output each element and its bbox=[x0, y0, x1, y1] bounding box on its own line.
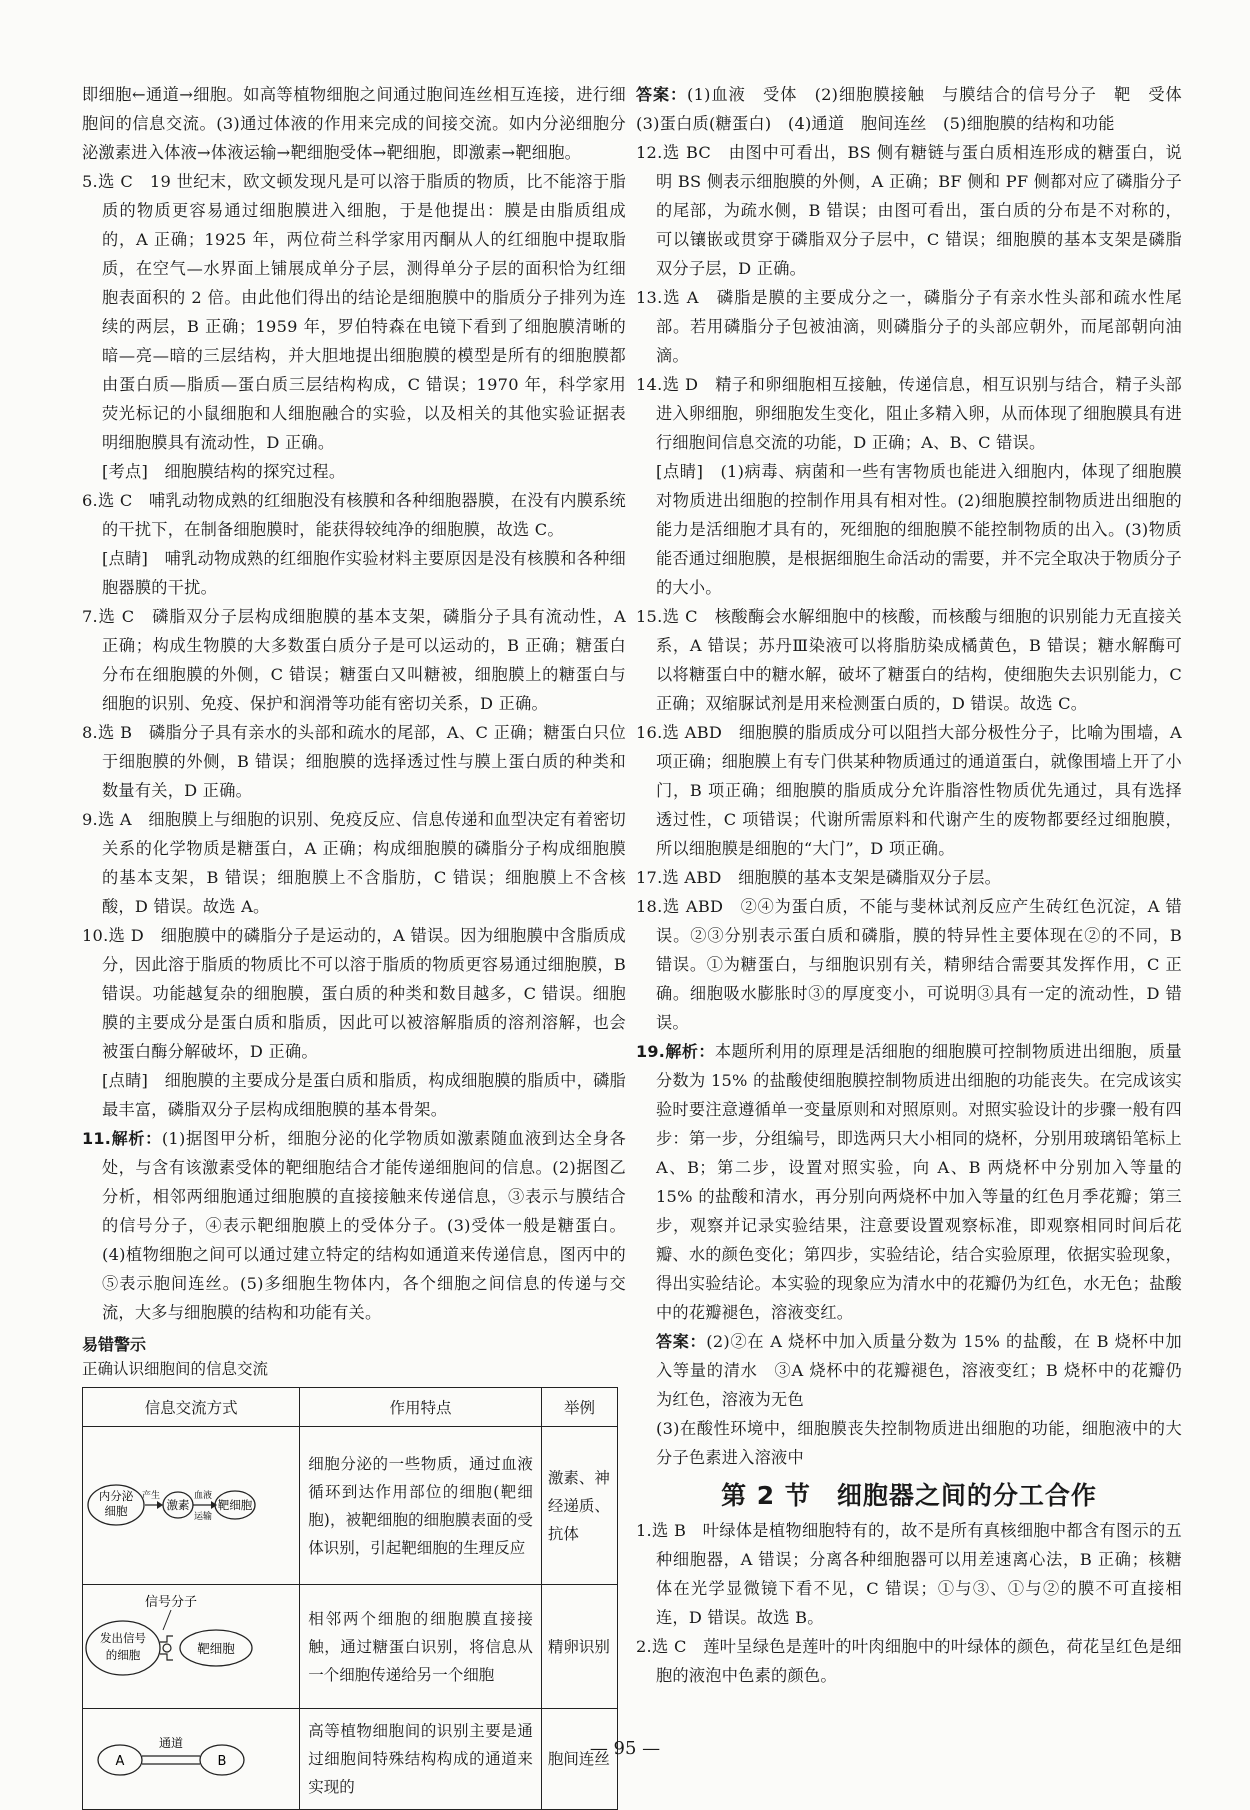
answer-item-text bbox=[82, 805, 626, 921]
table-row bbox=[83, 1585, 618, 1709]
answer-item bbox=[82, 1124, 626, 1327]
answer-item bbox=[82, 805, 626, 921]
answer-item-body: (1)据图甲分析，细胞分泌的化学物质如激素随血液到达全身各处，与含有该激素受体的靶细胞结合才能传递细胞间的信息。(2)据图乙分析，相邻两细胞通过细胞膜的直接接触来传递信息，③表示与膜结合的信号分子，④表示靶细胞膜上的受体分子。(3)受体一般是糖蛋白。(4)植物细胞之间可以通过建立特定的结构如通道来传递信息，图丙中的⑤表示胞间连丝。(5)多细胞生物体内，各个细胞之间信息的传递与交流，大多与细胞膜的结构和功能有关。 bbox=[102, 1129, 626, 1322]
blood-label: 血液 bbox=[193, 1490, 213, 1501]
answer-item-text bbox=[636, 718, 1182, 863]
intro-paragraph: 即细胞←通道→细胞。如高等植物细胞之间通过胞间连丝相互连接，进行细胞间的信息交流。(3)通过体液的作用来完成的间接交流。如内分泌细胞分泌激素进入体液→体液运输→靶细胞受体→靶细胞，即激素→靶细胞。 bbox=[82, 85, 626, 162]
answer-item-text bbox=[636, 138, 1182, 283]
table-header-cell: 信息交流方式 bbox=[83, 1388, 300, 1427]
answer-item bbox=[636, 370, 1182, 602]
answer-item bbox=[636, 1632, 1182, 1690]
target-cell-label: 靶细胞 bbox=[217, 1497, 253, 1512]
sender-label-1: 发出信号 bbox=[100, 1630, 146, 1645]
answer-item-text bbox=[636, 602, 1182, 718]
hormone-diagram-cell bbox=[83, 1427, 300, 1585]
cell-b-label: B bbox=[217, 1754, 227, 1769]
answer-item-body: 9.选 A 细胞膜上与细胞的识别、免疫反应、信息传递和血型决定有着密切关系的化学物质是糖蛋白，A 正确；构成细胞膜的磷脂分子构成细胞膜的基本支架，B 错误；细胞膜上不含脂肪，C 错误；细胞膜上不含核酸，D 错误。故选 A。 bbox=[82, 810, 626, 916]
answer-item-text bbox=[636, 863, 1182, 892]
signal-molecule-label: 信号分子 bbox=[144, 1594, 198, 1610]
answer-item-body: 8.选 B 磷脂分子具有亲水的头部和疏水的尾部，A、C 正确；糖蛋白只位于细胞膜的外侧，B 错误；细胞膜的选择透过性与膜上蛋白质的种类和数量有关，D 正确。 bbox=[82, 723, 626, 800]
cell-contact-diagram bbox=[83, 1586, 258, 1704]
answer-item bbox=[636, 718, 1182, 863]
channel-label: 通道 bbox=[158, 1736, 184, 1750]
answer-item-label: 19.解析： bbox=[636, 1042, 715, 1061]
left-answer-items bbox=[82, 167, 626, 1327]
answer-19-part3: (3)在酸性环境中，细胞膜丧失控制物质进出细胞的功能，细胞液中的大分子色素进入溶液中 bbox=[656, 1419, 1182, 1467]
answer-note: [点睛] (1)病毒、病菌和一些有害物质也能进入细胞内，体现了细胞膜对物质进出细胞的控制作用具有相对性。(2)细胞膜控制物质进出细胞的能力是活细胞才具有的，死细胞的细胞膜不能控制物质的出入。(3)物质能否通过细胞膜，是根据细胞生命活动的需要，并不完全取决于物质分子的大小。 bbox=[656, 462, 1182, 597]
page-number: — 95 — bbox=[589, 1738, 661, 1759]
section-title: 第 2 节 细胞器之间的分工合作 bbox=[721, 1481, 1097, 1510]
answer-11 bbox=[636, 80, 1199, 138]
answer-item-text bbox=[82, 167, 626, 457]
answer-19-part2 bbox=[636, 1327, 1182, 1414]
answer-item bbox=[636, 1037, 1182, 1327]
table-row bbox=[83, 1709, 618, 1810]
answer-item-text bbox=[82, 921, 626, 1066]
answer-item bbox=[636, 1516, 1182, 1632]
answer-item bbox=[636, 283, 1182, 370]
contact-diagram-cell bbox=[83, 1585, 300, 1709]
table-header-cell: 作用特点 bbox=[300, 1388, 542, 1427]
sender-label-2: 的细胞 bbox=[105, 1647, 141, 1662]
answer-item-body: 15.选 C 核酸酶会水解细胞中的核酸，而核酸与细胞的识别能力无直接关系，A 错误；苏丹Ⅲ染液可以将脂肪染成橘黄色，B 错误；糖水解酶可以将糖蛋白中的糖水解，破坏了糖蛋白的结构，使细胞失去识别能力，C 正确；双缩脲试剂是用来检测蛋白质的，D 错误。故选 C。 bbox=[636, 607, 1182, 713]
answer-note: [考点] 细胞膜结构的探究过程。 bbox=[102, 462, 346, 481]
table-header-cell: 举例 bbox=[541, 1388, 617, 1427]
answer-item-text bbox=[636, 370, 1182, 457]
answer-item-text bbox=[82, 486, 626, 544]
produce-label: 产生 bbox=[141, 1490, 161, 1501]
answer-item-body: 12.选 BC 由图中可看出，BS 侧有糖链与蛋白质相连形成的糖蛋白，说明 BS 侧表示细胞膜的外侧，A 正确；BF 侧和 PF 侧都对应了磷脂分子的尾部，为疏水侧，B 错误；由图可看出，蛋白质的分布是不对称的，可以镶嵌或贯穿于磷脂双分子层中，C 错误；细胞膜的基本支架是磷脂双分子层，D 正确。 bbox=[636, 143, 1182, 278]
answer-label: 答案： bbox=[656, 1332, 707, 1351]
answer-item-body: 16.选 ABD 细胞膜的脂质成分可以阻挡大部分极性分子，比喻为围墙，A 项正确；细胞膜上有专门供某种物质通过的通道蛋白，就像围墙上开了小门，B 项正确；细胞膜的脂质成分允许脂溶性物质优先通过，具有选择透过性，C 项错误；代谢所需原料和代谢产生的废物都要经过细胞膜，所以细胞膜是细胞的“大门”，D 项正确。 bbox=[636, 723, 1182, 858]
answer-item-text bbox=[636, 892, 1182, 1037]
answer-item-text bbox=[82, 1124, 626, 1327]
right-column bbox=[636, 80, 1199, 1690]
answer-item bbox=[82, 921, 626, 1124]
answer-text: (2)②在 A 烧杯中加入质量分数为 15% 的盐酸，在 B 烧杯中加入等量的清水 ③A 烧杯中的花瓣褪色，溶液变红；B 烧杯中的花瓣仍为红色，溶液为无色 bbox=[656, 1332, 1182, 1409]
answer-item bbox=[82, 167, 626, 486]
answer-item-text bbox=[82, 718, 626, 805]
table-cell-feature: 细胞分泌的一些物质，通过血液循环到达作用部位的细胞(靶细胞)，被靶细胞的细胞膜表面的受体识别，引起靶细胞的生理反应 bbox=[300, 1427, 542, 1585]
channel-diagram-cell bbox=[83, 1709, 300, 1810]
table-cell-example: 精卵识别 bbox=[541, 1585, 617, 1709]
table-row bbox=[83, 1427, 618, 1585]
answer-note: [点睛] 哺乳动物成熟的红细胞作实验材料主要原因是没有核膜和各种细胞器膜的干扰。 bbox=[102, 549, 626, 597]
left-column bbox=[82, 80, 626, 1810]
answer-item-text bbox=[636, 1632, 1182, 1690]
answer-item-body: 10.选 D 细胞膜中的磷脂分子是运动的，A 错误。因为细胞膜中含脂质成分，因此溶于脂质的物质比不可以溶于脂质的物质更容易通过细胞膜，B 错误。功能越复杂的细胞膜，蛋白质的种类和数目越多，C 错误。细胞膜的主要成分是蛋白质和脂质，因此可以被溶解脂质的溶剂溶解，也会被蛋白酶分解破坏，D 正确。 bbox=[82, 926, 626, 1061]
answer-item-text bbox=[636, 283, 1182, 370]
answer-item-body: 14.选 D 精子和卵细胞相互接触，传递信息，相互识别与结合，精子头部进入卵细胞，卵细胞发生变化，阻止多精入卵，从而体现了细胞膜具有进行细胞间信息交流的功能，D 正确；A、B、C 错误。 bbox=[636, 375, 1182, 452]
answer-item-body: 本题所利用的原理是活细胞的细胞膜可控制物质进出细胞，质量分数为 15% 的盐酸使细胞膜控制物质进出细胞的功能丧失。在完成该实验时要注意遵循单一变量原则和对照原则。对照实验设计的步骤一般有四步：第一步，分组编号，即选两只大小相同的烧杯，分别用玻璃铅笔标上 A、B；第二步，设置对照实验，向 A、B 两烧杯中分别加入等量的 15% 的盐酸和清水，再分别向两烧杯中加入等量的红色月季花瓣；第三步，观察并记录实验结果，注意要设置观察标准，即观察相同时间后花瓣、水的颜色变化；第四步，实验结论，结合实验原理，依据实验现象，得出实验结论。本实验的现象应为清水中的花瓣仍为红色，水无色；盐酸中的花瓣褪色，溶液变红。 bbox=[656, 1042, 1182, 1322]
answer-item-text bbox=[636, 1037, 1182, 1327]
answer-label: 答案： bbox=[636, 85, 688, 104]
warning-title: 易错警示 bbox=[82, 1335, 147, 1354]
table-cell-feature: 相邻两个细胞的细胞膜直接接触，通过糖蛋白识别，将信息从一个细胞传递给另一个细胞 bbox=[300, 1585, 542, 1709]
answer-item-body: 13.选 A 磷脂是膜的主要成分之一，磷脂分子有亲水性头部和疏水性尾部。若用磷脂分子包被油滴，则磷脂分子的头部应朝外，而尾部朝向油滴。 bbox=[636, 288, 1182, 365]
answer-item bbox=[636, 863, 1182, 892]
answer-item bbox=[82, 486, 626, 602]
answer-item-body: 1.选 B 叶绿体是植物细胞特有的，故不是所有真核细胞中都含有图示的五种细胞器，A 错误；分离各种细胞器可以用差速离心法，B 正确；核糖体在光学显微镜下看不见，C 错误；①与③、①与②的膜不可直接相连，D 错误。故选 B。 bbox=[636, 1521, 1182, 1627]
answer-item-body: 17.选 ABD 细胞膜的基本支架是磷脂双分子层。 bbox=[636, 868, 1002, 887]
answer-item-text bbox=[82, 602, 626, 718]
answer-item bbox=[82, 718, 626, 805]
warning-subtitle: 正确认识细胞间的信息交流 bbox=[82, 1360, 269, 1378]
answer-item-body: 18.选 ABD ②④为蛋白质，不能与斐林试剂反应产生砖红色沉淀，A 错误。②③分别表示蛋白质和磷脂，膜的特异性主要体现在②的不同，B 错误。①为糖蛋白，与细胞识别有关，精卵结合需要其发挥作用，C 正确。细胞吸水膨胀时③的厚度变小，可说明③具有一定的流动性，D 错误。 bbox=[636, 897, 1182, 1032]
section-answer-items bbox=[636, 1516, 1182, 1690]
answer-item bbox=[636, 602, 1182, 718]
answer-item bbox=[636, 892, 1182, 1037]
table-cell-feature: 高等植物细胞间的识别主要是通过细胞间特殊结构构成的通道来实现的 bbox=[300, 1709, 542, 1810]
answer-item bbox=[636, 138, 1182, 283]
from-cell-label-1: 内分泌 bbox=[98, 1488, 134, 1503]
hormone-signaling-diagram bbox=[83, 1429, 258, 1579]
hormone-label: 激素 bbox=[166, 1497, 190, 1512]
transport-label: 运输 bbox=[193, 1511, 213, 1522]
cell-a-label: A bbox=[115, 1754, 125, 1769]
answer-note: [点睛] 细胞膜的主要成分是蛋白质和脂质，构成细胞膜的脂质中，磷脂最丰富，磷脂双分子层构成细胞膜的基本骨架。 bbox=[102, 1071, 626, 1119]
answer-item-body: 7.选 C 磷脂双分子层构成细胞膜的基本支架，磷脂分子具有流动性，A 正确；构成生物膜的大多数蛋白质分子是可以运动的，B 正确；糖蛋白分布在细胞膜的外侧，C 错误；糖蛋白又叫糖被，细胞膜上的糖蛋白与细胞的识别、免疫、保护和润滑等功能有密切关系，D 正确。 bbox=[82, 607, 626, 713]
answer-item bbox=[82, 602, 626, 718]
table-header-row bbox=[83, 1388, 618, 1427]
target-cell-label: 靶细胞 bbox=[197, 1640, 235, 1656]
answer-text: (1)血液 受体 (2)细胞膜接触 与膜结合的信号分子 靶 受体 (3)蛋白质(糖蛋白) (4)通道 胞间连丝 (5)细胞膜的结构和功能 bbox=[636, 85, 1199, 133]
answer-item-body: 6.选 C 哺乳动物成熟的红细胞没有核膜和各种细胞器膜，在没有内膜系统的干扰下，在制备细胞膜时，能获得较纯净的细胞膜，故选 C。 bbox=[82, 491, 626, 539]
answer-item-body: 5.选 C 19 世纪末，欧文顿发现凡是可以溶于脂质的物质，比不能溶于脂质的物质更容易通过细胞膜进入细胞，于是他提出：膜是由脂质组成的，A 正确；1925 年，两位荷兰科学家用丙酮从人的红细胞中提取脂质，在空气—水界面上铺展成单分子层，测得单分子层的面积恰为红细胞表面积的 2 倍。由此他们得出的结论是细胞膜中的脂质分子排列为连续的两层，B 正确；1959 年，罗伯特森在电镜下看到了细胞膜清晰的暗—亮—暗的三层结构，并大胆地提出细胞膜的模型是所有的细胞膜都由蛋白质—脂质—蛋白质三层结构构成，C 错误；1970 年，科学家用荧光标记的小鼠细胞和人细胞融合的实验，以及相关的其他实验证据表明细胞膜具有流动性，D 正确。 bbox=[82, 172, 626, 452]
table-cell-example: 胞间连丝 bbox=[541, 1709, 617, 1810]
table-cell-example: 激素、神经递质、抗体 bbox=[541, 1427, 617, 1585]
answer-item-label: 11.解析： bbox=[82, 1129, 162, 1148]
answer-item-body: 2.选 C 莲叶呈绿色是莲叶的叶肉细胞中的叶绿体的颜色，荷花呈红色是细胞的液泡中色素的颜色。 bbox=[636, 1637, 1182, 1685]
right-answer-items bbox=[636, 138, 1182, 1327]
from-cell-label-2: 细胞 bbox=[104, 1503, 128, 1518]
answer-item-text bbox=[636, 1516, 1182, 1632]
